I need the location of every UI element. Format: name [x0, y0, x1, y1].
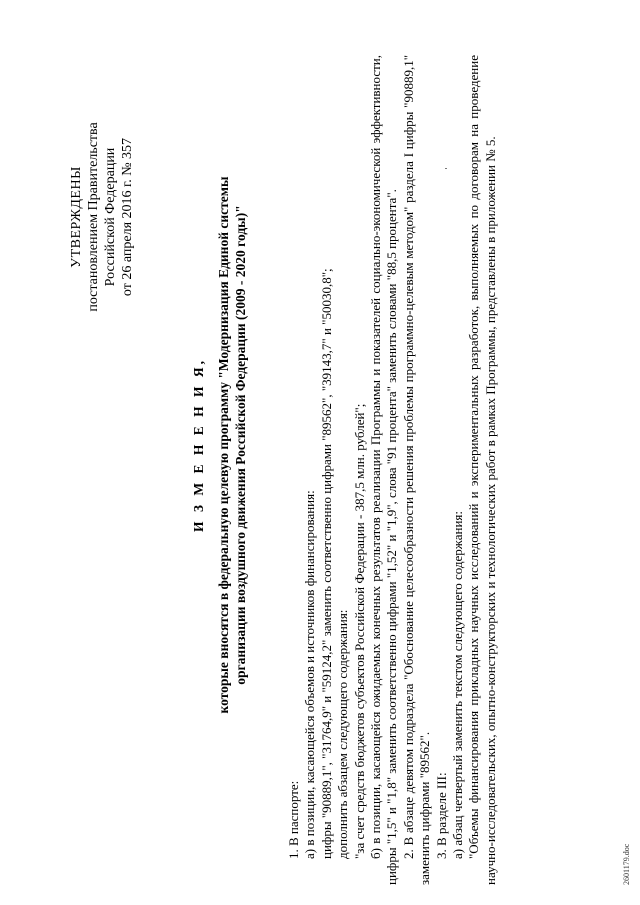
- document-title: [190, 65, 249, 825]
- title-line-1: которые вносятся в федеральную целевую программу "Модернизация Единой системы: [216, 176, 231, 714]
- approval-line-1: постановлением Правительства: [86, 122, 101, 312]
- paragraph: "за счет средств бюджетов субъектов Российской Федерации - 387,5 млн. рублей";: [351, 403, 367, 859]
- paragraph: б) в позиции, касающейся ожидаемых конечных результатов реализации Программы и показателей социально-экономической эффективности, цифры "1,5" и "1,8" заменить соответственно цифрами "1,52" и "1,9", слова "91 процента" заменить словами "88,5 процента".: [368, 55, 400, 885]
- title-main: И З М Е Н Е Н И Я,: [191, 358, 206, 533]
- approval-stamp: [68, 77, 136, 357]
- title-line-2: организации воздушного движения Российской Федерации (2009 - 2020 годы)": [233, 205, 248, 685]
- paragraph: 1. В паспорте:: [286, 780, 301, 859]
- paragraph: а) абзац четвертый заменить текстом следующего содержания:: [450, 510, 466, 859]
- paragraph: 3. В разделе III:: [433, 772, 449, 859]
- paragraph: 2. В абзаце девятом подраздела "Обоснование целесообразности решения проблемы программно-целевым методом" раздела I цифры "90889,1" заменить цифрами "89562".: [400, 55, 433, 885]
- paragraph: а) в позиции, касающейся объемов и источников финансирования:: [302, 490, 318, 859]
- document-body: [286, 55, 499, 885]
- approval-heading: УТВЕРЖДЕНЫ: [69, 166, 84, 268]
- approval-line-2: Российской Федерации: [103, 147, 118, 287]
- paragraph: "Объемы финансирования прикладных научных исследований и экспериментальных разработок, выполняемых по договорам на проведение научно-исследовательских, опытно-конструкторских и технологических работ в рамках Программы, представлены в приложении № 5.: [466, 55, 498, 885]
- paragraph: цифры "90889,1", "31764,9" и "59124,2" заменить соответственно цифрами "89562", "39143,7" и "50030,8";: [318, 268, 334, 859]
- document-code: 2601179.doc: [622, 843, 631, 885]
- paragraph: дополнить абзацем следующего содержания:: [335, 609, 351, 859]
- approval-line-3: от 26 апреля 2016 г. № 357: [120, 137, 135, 297]
